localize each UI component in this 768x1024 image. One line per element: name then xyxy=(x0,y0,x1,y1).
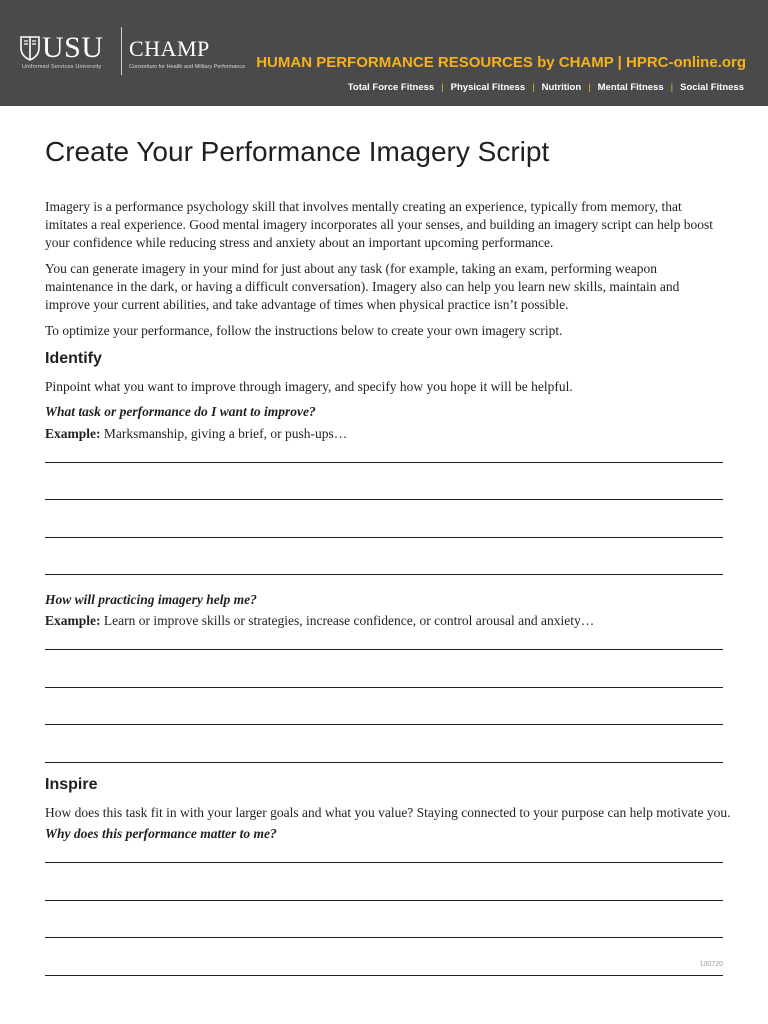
nav-separator: | xyxy=(588,82,591,93)
inspire-description: How does this task fit in with your larger goals and what you value? Staying connected to your purpose can help motivate you. xyxy=(45,805,731,820)
usu-logo-text: USU xyxy=(42,31,104,64)
answer-line-identify-1b[interactable] xyxy=(45,499,723,500)
identify-question-1: What task or performance do I want to improve? xyxy=(45,404,316,419)
answer-line-identify-2b[interactable] xyxy=(45,687,723,688)
page-title: Create Your Performance Imagery Script xyxy=(45,136,550,167)
section-heading-identify: Identify xyxy=(45,350,102,367)
document-number: 100720 xyxy=(699,961,723,968)
answer-line-identify-1a[interactable] xyxy=(45,462,723,463)
nav-separator: | xyxy=(441,82,444,93)
nav-link-physical-fitness[interactable]: Physical Fitness xyxy=(450,82,526,93)
answer-line-inspire-1c[interactable] xyxy=(45,937,723,938)
usu-logo[interactable] xyxy=(20,33,104,63)
header-band xyxy=(0,0,768,106)
intro-paragraph-1: Imagery is a performance psychology skill that involves mentally creating an experience, typically from memory, that imitates a real experience. Good mental imagery incorporates all your senses, and building an imagery script can help boost your confidence while reducing stress and anxiety about an important upcoming performance. xyxy=(45,199,714,250)
example-label: Example: xyxy=(45,613,101,628)
answer-line-inspire-1a[interactable] xyxy=(45,862,723,863)
answer-line-inspire-1d[interactable] xyxy=(45,975,723,976)
answer-line-identify-1c[interactable] xyxy=(45,537,723,538)
intro-paragraph-3: To optimize your performance, follow the instructions below to create your own imagery script. xyxy=(45,323,563,338)
identify-description: Pinpoint what you want to improve through imagery, and specify how you hope it will be helpful. xyxy=(45,379,573,394)
identify-example-1 xyxy=(45,426,347,442)
champ-subtitle: Consortium for Health and Military Performance xyxy=(129,64,246,70)
nav-links xyxy=(348,82,744,93)
nav-link-total-force-fitness[interactable]: Total Force Fitness xyxy=(347,82,435,93)
identify-question-2: How will practicing imagery help me? xyxy=(45,592,257,607)
nav-link-social-fitness[interactable]: Social Fitness xyxy=(680,82,744,93)
champ-logo[interactable]: CHAMP xyxy=(129,36,210,61)
nav-link-mental-fitness[interactable]: Mental Fitness xyxy=(597,82,664,93)
example-label: Example: xyxy=(45,426,101,441)
answer-line-identify-2c[interactable] xyxy=(45,724,723,725)
usu-subtitle: Uniformed Services University xyxy=(22,64,102,70)
answer-line-identify-1d[interactable] xyxy=(45,574,723,575)
intro-paragraph-2: You can generate imagery in your mind for just about any task (for example, taking an exam, performing weapon maintenance in the dark, or having a difficult conversation). Imagery also can help you learn new skills, maintain and improve your current abilities, and take advantage of times when physical practice isn’t possible. xyxy=(45,261,680,312)
shield-icon xyxy=(20,35,40,61)
nav-separator: | xyxy=(670,82,674,93)
answer-line-inspire-1b[interactable] xyxy=(45,900,723,901)
hprc-tagline[interactable]: HUMAN PERFORMANCE RESOURCES by CHAMP | HPRC-online.org xyxy=(256,54,746,71)
nav-link-nutrition[interactable]: Nutrition xyxy=(541,82,582,93)
example-text: Marksmanship, giving a brief, or push-ups… xyxy=(103,426,348,441)
answer-line-identify-2a[interactable] xyxy=(45,649,723,650)
example-text: Learn or improve skills or strategies, increase confidence, or control arousal and anxiety… xyxy=(103,613,595,628)
inspire-question-1: Why does this performance matter to me? xyxy=(45,826,277,841)
answer-line-identify-2d[interactable] xyxy=(45,762,723,763)
nav-separator: | xyxy=(532,82,535,93)
logo-divider xyxy=(121,27,122,75)
section-heading-inspire: Inspire xyxy=(45,776,98,793)
identify-example-2 xyxy=(45,613,594,629)
